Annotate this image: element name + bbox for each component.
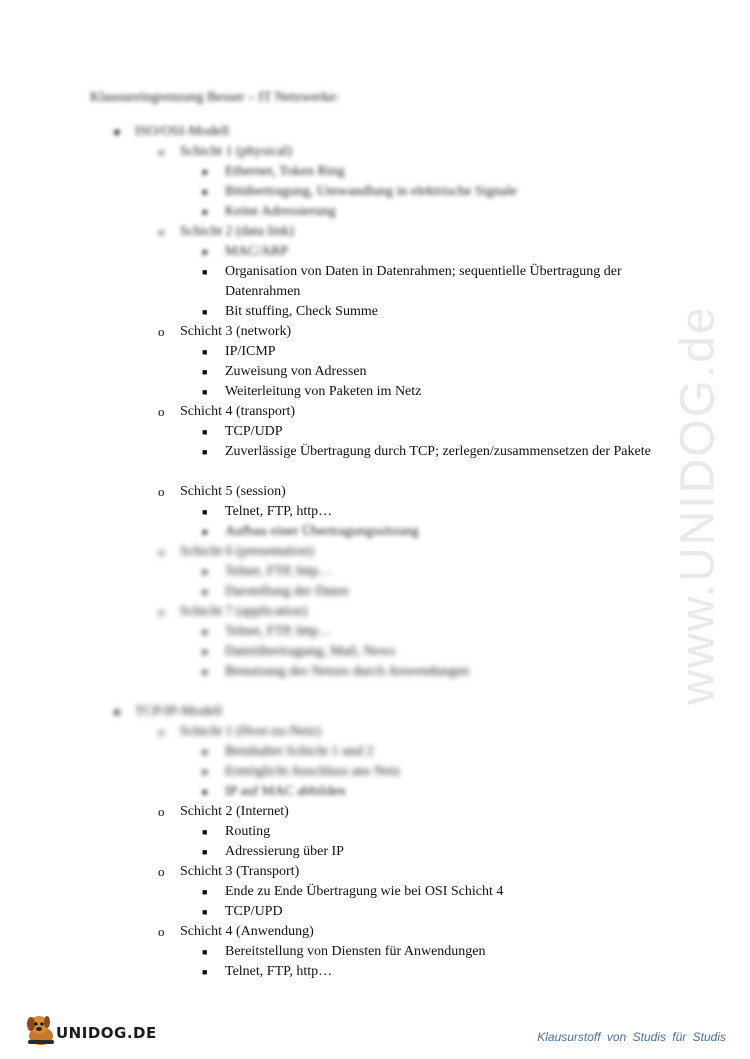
layer-label: Schicht 1 (Host-zu-Netz) [180, 724, 321, 739]
bullet-square: ■ [202, 947, 208, 957]
logo-text: UNIDOG.DE [56, 1024, 157, 1042]
item-text: IP/ICMP [225, 344, 276, 359]
item-text: Telnet, FTP, http… [225, 624, 333, 639]
bullet-circle: o [158, 484, 165, 499]
section-label: TCP/IP-Modell [135, 704, 223, 719]
item-text: Beinhaltet Schicht 1 und 2 [225, 744, 374, 759]
bullet-square: ■ [202, 527, 208, 537]
bullet-disc: ● [113, 704, 121, 719]
bullet-square: ■ [202, 347, 208, 357]
item-text: Weiterleitung von Paketen im Netz [225, 384, 422, 399]
bullet-circle: o [158, 324, 165, 339]
item-text: Routing [225, 824, 271, 839]
bullet-square: ■ [202, 367, 208, 377]
bullet-square: ■ [202, 887, 208, 897]
item-text: Keine Adressierung [225, 204, 336, 219]
bullet-square: ■ [202, 507, 208, 517]
bullet-square: ■ [202, 447, 208, 457]
item-text: Aufbau einer Übertragungssitzung [225, 524, 419, 539]
bullet-square: ■ [202, 567, 208, 577]
item-text: Telnet, FTP, http… [225, 564, 333, 579]
item-text: Zuweisung von Adressen [225, 364, 367, 379]
layer-label: Schicht 4 (transport) [180, 404, 296, 419]
item-text: Ermöglicht Anschluss ans Netz [225, 764, 401, 779]
item-text: Bereitstellung von Diensten für Anwendungen [225, 944, 486, 959]
item-text: Zuverlässige Übertragung durch TCP; zerlegen/zusammensetzen der Pakete [225, 444, 651, 459]
item-text: Dateiübertragung, Mail, News [225, 644, 396, 659]
bullet-circle: o [158, 144, 165, 159]
bullet-circle: o [158, 604, 165, 619]
item-text: Organisation von Daten in Datenrahmen; sequentielle Übertragung der Datenrahmen [225, 264, 622, 299]
section-label: ISO/OSI-Modell [135, 124, 230, 139]
unidog-logo [22, 1010, 157, 1050]
layer-label: Schicht 1 (physical) [180, 144, 292, 159]
item-text: Benutzung des Netzes durch Anwendungen [225, 664, 470, 679]
bullet-circle: o [158, 224, 165, 239]
bullet-square: ■ [202, 767, 208, 777]
bullet-square: ■ [202, 627, 208, 637]
bullet-disc: ● [113, 124, 121, 139]
item-text: Telnet, FTP, http… [225, 964, 333, 979]
bullet-circle: o [158, 404, 165, 419]
bullet-square: ■ [202, 587, 208, 597]
bullet-square: ■ [202, 247, 208, 257]
bullet-circle: o [158, 544, 165, 559]
item-text: Telnet, FTP, http… [225, 504, 333, 519]
bullet-square: ■ [202, 187, 208, 197]
layer-label: Schicht 2 (Internet) [180, 804, 289, 819]
item-text: Ethernet, Token Ring [225, 164, 345, 179]
layer-label: Schicht 6 (presentation) [180, 544, 314, 559]
bullet-circle: o [158, 724, 165, 739]
layer-label: Schicht 5 (session) [180, 484, 286, 499]
item-text: TCP/UPD [225, 904, 283, 919]
bullet-square: ■ [202, 967, 208, 977]
bullet-square: ■ [202, 307, 208, 317]
bullet-square: ■ [202, 647, 208, 657]
bullet-circle: o [158, 804, 165, 819]
footer-slogan: Klausurstoff von Studis für Studis [537, 1030, 726, 1044]
bullet-circle: o [158, 864, 165, 879]
item-text: IP auf MAC abbilden [225, 784, 346, 799]
bullet-square: ■ [202, 827, 208, 837]
bullet-square: ■ [202, 907, 208, 917]
item-text: Bitübertragung, Umwandlung in elektrische Signale [225, 184, 517, 199]
bullet-square: ■ [202, 427, 208, 437]
item-text: Darstellung der Daten [225, 584, 349, 599]
layer-label: Schicht 4 (Anwendung) [180, 924, 314, 939]
bullet-square: ■ [202, 847, 208, 857]
document-title: Klausureingrenzung Besser – IT Netzwerke: [90, 90, 340, 105]
item-text: MAC/ARP [225, 244, 289, 259]
bullet-square: ■ [202, 667, 208, 677]
watermark [668, 270, 728, 740]
layer-label: Schicht 3 (network) [180, 324, 292, 339]
layer-label: Schicht 3 (Transport) [180, 864, 300, 879]
bullet-circle: o [158, 924, 165, 939]
layer-label: Schicht 7 (application) [180, 604, 308, 619]
layer-label: Schicht 2 (data link) [180, 224, 294, 239]
item-text: TCP/UDP [225, 424, 283, 439]
bullet-square: ■ [202, 387, 208, 397]
item-text: Ende zu Ende Übertragung wie bei OSI Schicht 4 [225, 884, 504, 899]
item-text: Bit stuffing, Check Summe [225, 304, 378, 319]
bullet-square: ■ [202, 787, 208, 797]
bullet-square: ■ [202, 167, 208, 177]
bullet-square: ■ [202, 207, 208, 217]
bullet-square: ■ [202, 267, 208, 277]
watermark-text: www.UNIDOG.de [671, 305, 725, 705]
bullet-square: ■ [202, 747, 208, 757]
item-text: Adressierung über IP [225, 844, 344, 859]
